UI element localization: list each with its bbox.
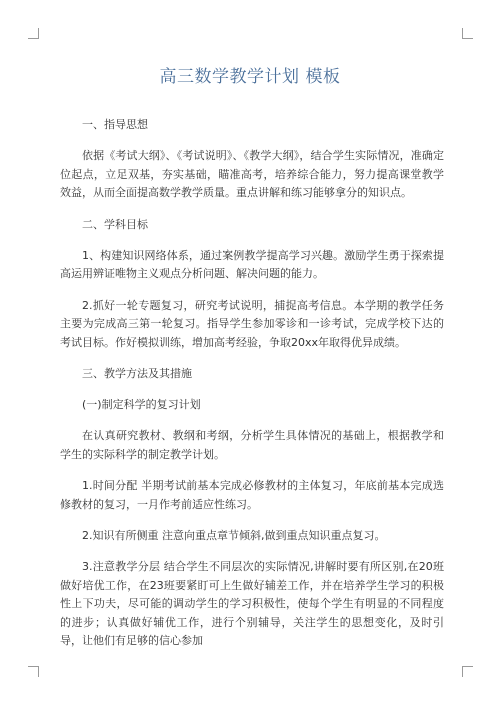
crop-mark-bottom-left xyxy=(28,666,39,677)
paragraph: 3.注意教学分层 结合学生不同层次的实际情况,讲解时要有所区别,在20班做好培优工作，在23班要紧盯可上生做好辅差工作，并在培养学生学习的积极性上下功夫，尽可能的调动学生的学习积极性，使每个学生有明显的不同程度的进步；认真做好辅优工作，进行个别辅导，关注学生的思想变化，及时引导，让他们有足够的信心参加 xyxy=(60,560,444,648)
crop-mark-top-right xyxy=(462,28,473,39)
crop-mark-bottom-right xyxy=(462,666,473,677)
section-heading-methods: 三、教学方法及其措施 xyxy=(82,366,192,380)
document-body xyxy=(60,116,444,651)
paragraph: 在认真研究教材、教纲和考纲，分析学生具体情况的基础上，根据教学和学生的实际科学的制定教学计划。 xyxy=(60,429,444,461)
paragraph: 依据《考试大纲》、《考试说明》、《教学大纲》，结合学生实际情况，准确定位起点，立足双基，夯实基础，瞄准高考，培养综合能力，努力提高课堂教学效益，从而全面提高数学教学质量。重点讲解和练习能够拿分的知识点。 xyxy=(60,149,444,200)
section-heading-subject-goals: 二、学科目标 xyxy=(82,217,148,231)
crop-mark-top-left xyxy=(28,28,39,39)
subsection-heading-review-plan: (一)制定科学的复习计划 xyxy=(82,398,201,412)
paragraph: 1.时间分配 半期考试前基本完成必修教材的主体复习，年底前基本完成选修教材的复习，一月作考前适应性练习。 xyxy=(60,479,444,511)
document-title: 高三数学教学计划 模板 xyxy=(159,67,341,87)
paragraph: 2.抓好一轮专题复习，研究考试说明，捕捉高考信息。本学期的教学任务主要为完成高三第一轮复习。指导学生参加零诊和一诊考试，完成学校下达的考试目标。作好模拟训练，增加高考经验，争取20xx年取得优异成绩。 xyxy=(60,298,444,349)
paragraph: 1、构建知识网络体系，通过案例教学提高学习兴趣。激励学生勇于探索提高运用辨证唯物主义观点分析问题、解决问题的能力。 xyxy=(60,248,444,281)
paragraph: 2.知识有所侧重 注意向重点章节倾斜,做到重点知识重点复习。 xyxy=(82,528,386,542)
section-heading-guiding-ideology: 一、指导思想 xyxy=(82,118,148,131)
